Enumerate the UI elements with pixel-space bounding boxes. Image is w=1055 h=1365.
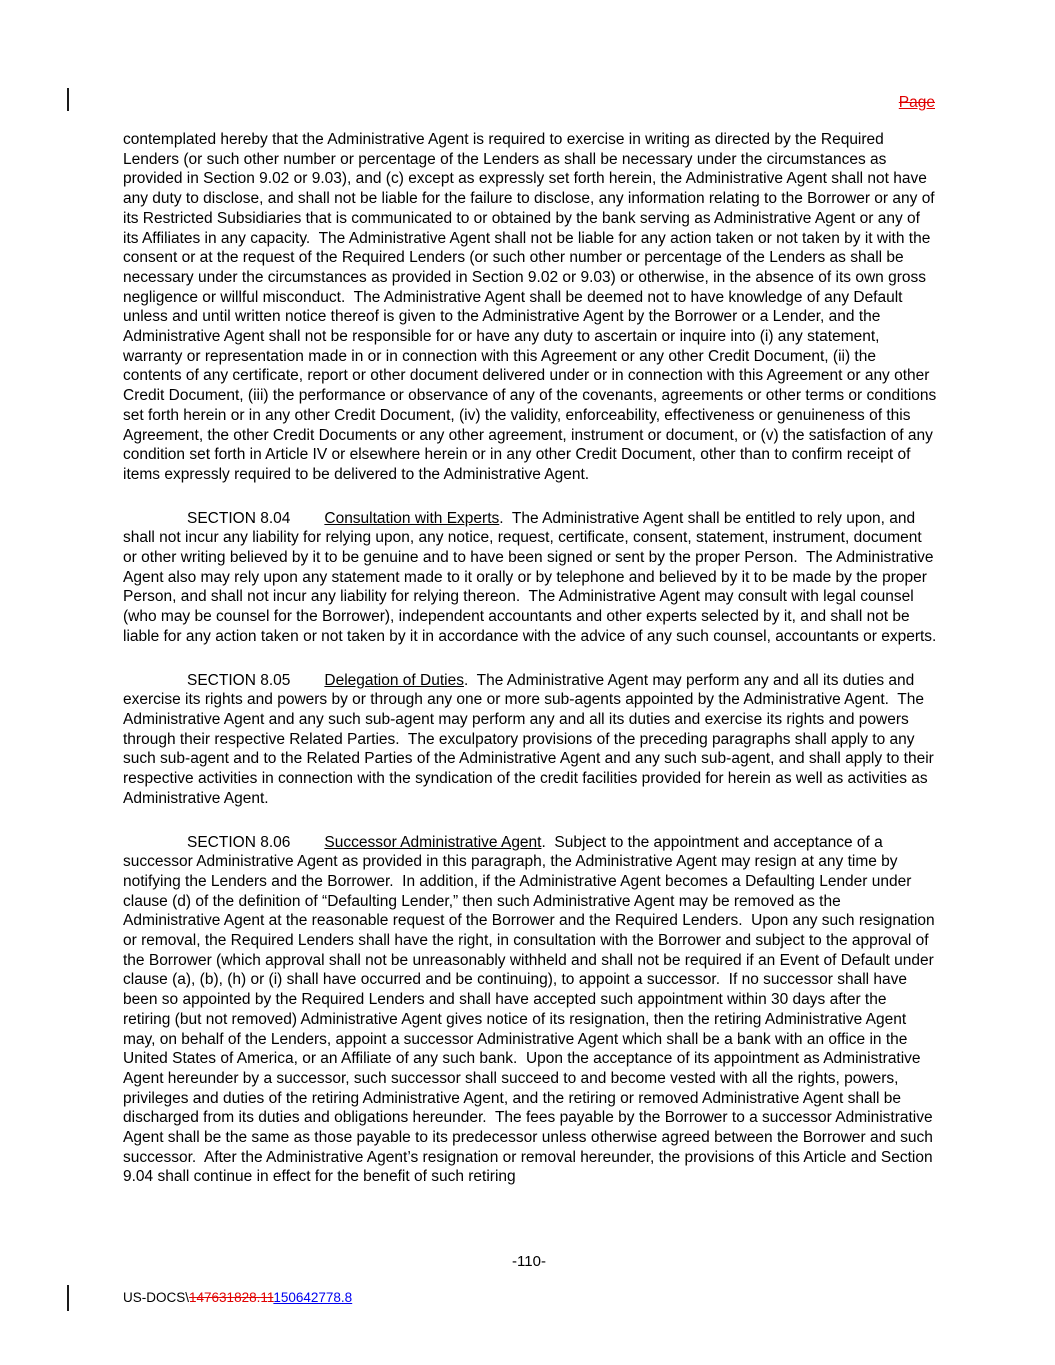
section-title: Consultation with Experts [324,509,500,527]
page-number: -110- [512,1253,546,1270]
section-title: Successor Administrative Agent [324,833,542,851]
section-number: SECTION 8.06 [187,833,291,851]
section-number: SECTION 8.04 [187,509,291,527]
doc-id-deleted: 147631828.11 [189,1290,274,1305]
page-header [123,93,935,113]
document-body [123,130,941,1211]
document-id-footer [123,1290,352,1305]
doc-id-inserted: 150642778.8 [273,1290,353,1305]
section-body: . The Administrative Agent may perform any and all its duties and exercise its rights and powers by or through any one or more sub-agents appointed by the Administrative Agent. The Administrative Agent and any such sub-agent may perform any and all its duties and exercise its rights and powers through their respective Related Parties. The exculpatory provisions of the preceding paragraphs shall apply to any such sub-agent and to the Related Parties of the Administrative Agent and any such sub-agent, and shall apply to their respective activities in connection with the syndication of the credit facilities provided for herein as well as activities as Administrative Agent. [123,671,939,807]
section-8-04-paragraph [123,509,937,647]
section-title: Delegation of Duties [324,671,464,689]
doc-id-prefix: US-DOCS\ [123,1290,190,1305]
section-body: . The Administrative Agent shall be entitled to rely upon, and shall not incur any liability for relying upon, any notice, request, certificate, consent, statement, instrument, document or other writing believed by it to be genuine and to have been signed or sent by the proper Person. The Administrative Agent also may rely upon any statement made to it orally or by telephone and believed by it to be made by the proper Person, and shall not incur any liability for relying thereon. The Administrative Agent may consult with legal counsel (who may be counsel for the Borrower), independent accountants and other experts selected by it, and shall not be liable for any action taken or not taken by it in accordance with the advice of any such counsel, accountants or experts. [123,509,937,645]
revision-change-bar-top [67,88,69,111]
revision-change-bar-bottom [67,1285,69,1311]
section-number: SECTION 8.05 [187,671,291,689]
section-body: . Subject to the appointment and acceptance of a successor Administrative Agent as provided in this paragraph, the Administrative Agent may resign at any time by notifying the Lenders and the Borrower. In addition, if the Administrative Agent becomes a Defaulting Lender under clause (d) of the definition of “Defaulting Lender,” then such Administrative Agent may be removed as the Administrative Agent at the reasonable request of the Borrower and the Required Lenders. Upon any such resignation or removal, the Required Lenders shall have the right, in consultation with the Borrower and subject to the approval of the Borrower (which approval shall not be unreasonably withheld and shall not be required if an Event of Default under clause (a), (b), (h) or (i) shall have occurred and be continuing), to appoint a successor. If no successor shall have been so appointed by the Required Lenders and shall have accepted such appointment within 30 days after the retiring (but not removed) Administrative Agent gives notice of its resignation, then the retiring Administrative Agent may, on behalf of the Lenders, appoint a successor Administrative Agent which shall be a bank with an office in the United States of America, or an Affiliate of any such bank. Upon the acceptance of its appointment as Administrative Agent hereunder by a successor, such successor shall succeed to and become vested with all the rights, powers, privileges and duties of the retiring Administrative Agent, and the retiring or removed Administrative Agent shall be discharged from its duties and obligations hereunder. The fees payable by the Borrower to a successor Administrative Agent shall be the same as those payable to its predecessor unless otherwise agreed between the Borrower and such successor. After the Administrative Agent’s resignation or removal hereunder, the provisions of this Article and Section 9.04 shall continue in effect for the benefit of such retiring [123,833,939,1186]
section-8-06-paragraph [123,833,937,1188]
section-8-05-paragraph [123,671,937,809]
intro-paragraph: contemplated hereby that the Administrative Agent is required to exercise in writing as directed by the Required Lenders (or such other number or percentage of the Lenders as shall be necessary under the circumstances as provided in Section 9.02 or 9.03), and (c) except as expressly set forth herein, the Administrative Agent shall not have any duty to disclose, and shall not be liable for the failure to disclose, any information relating to the Borrower or any of its Restricted Subsidiaries that is communicated to or obtained by the bank serving as Administrative Agent or any of its Affiliates in any capacity. The Administrative Agent shall not be liable for any action taken or not taken by it with the consent or at the request of the Required Lenders (or such other number or percentage of the Lenders as shall be necessary under the circumstances as provided in Section 9.02 or 9.03) or otherwise, in the absence of its own gross negligence or willful misconduct. The Administrative Agent shall be deemed not to have knowledge of any Default unless and until written notice thereof is given to the Administrative Agent by the Borrower or a Lender, and the Administrative Agent shall not be responsible for or have any duty to ascertain or inquire into (i) any statement, warranty or representation made in or in connection with this Agreement or any other Credit Document, (ii) the contents of any certificate, report or other document delivered under or in connection with this Agreement or any other Credit Document, (iii) the performance or observance of any of the covenants, agreements or other terms or conditions set forth herein or in any other Credit Document, (iv) the validity, enforceability, effectiveness or genuineness of this Agreement, the other Credit Documents or any other agreement, instrument or document, or (v) the satisfaction of any condition set forth in Article IV or elsewhere herein or in any other Credit Document, other than to confirm receipt of items expressly required to be delivered to the Administrative Agent. [123,131,941,483]
page-header-link[interactable]: Page [898,94,935,111]
